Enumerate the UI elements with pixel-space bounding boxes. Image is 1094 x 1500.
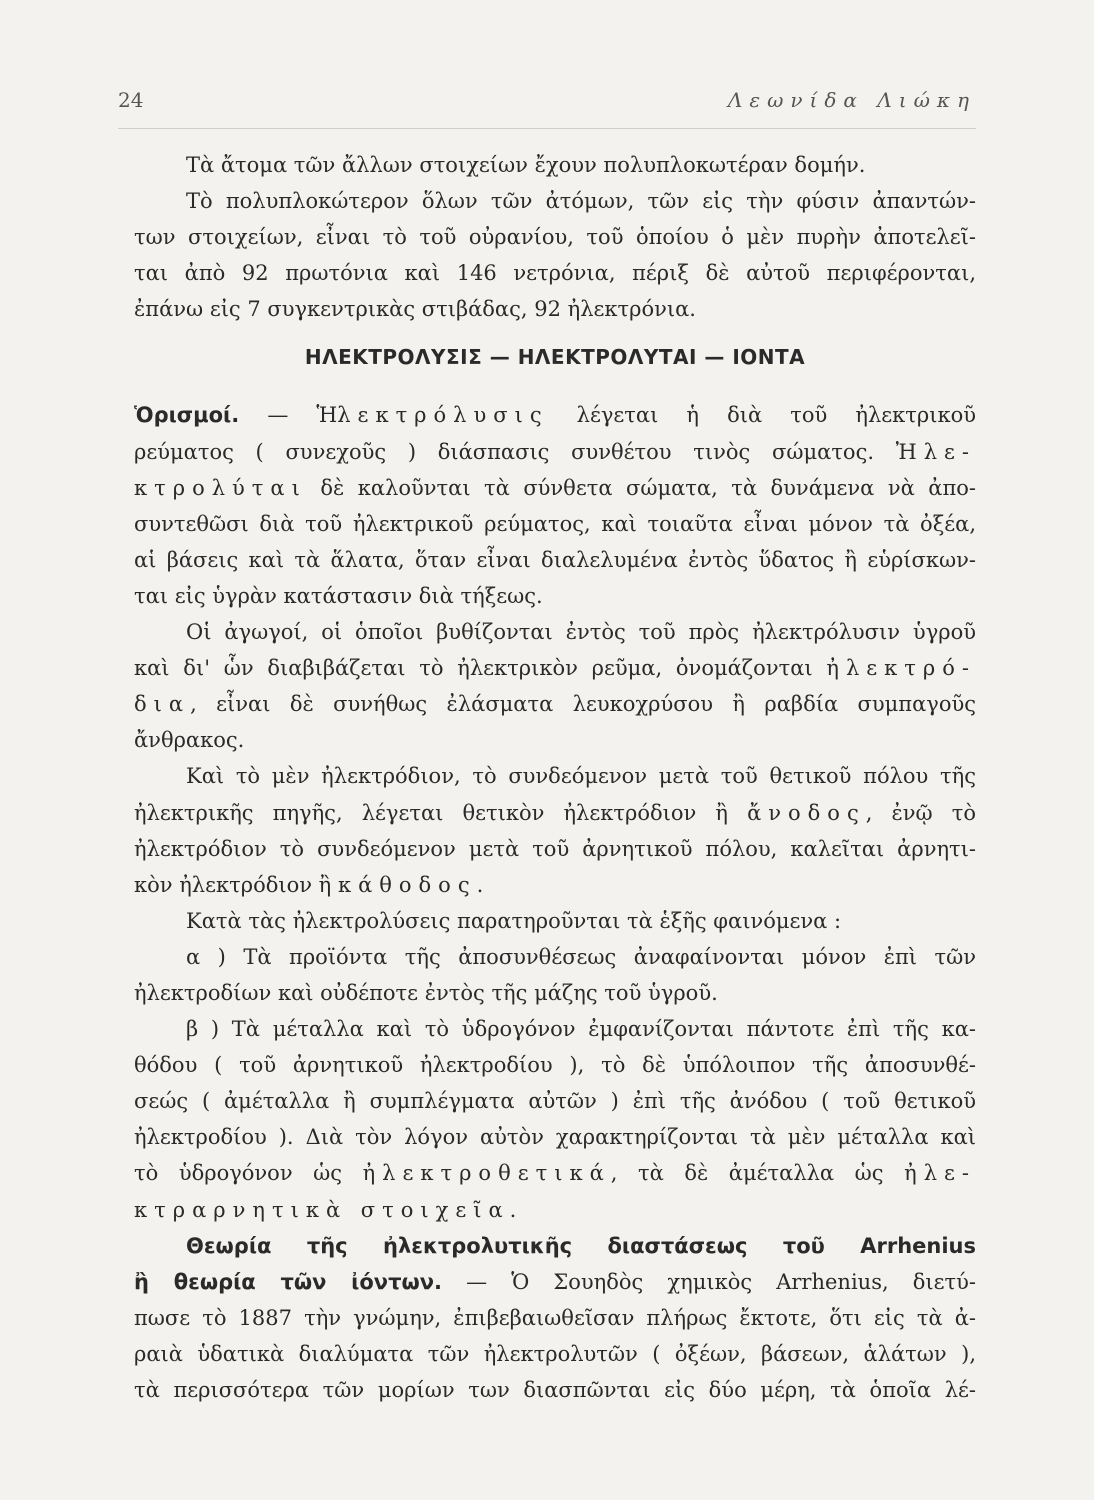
text-line: πωσε τὸ 1887 τὴν γνώμην, ἐπιβεβαιωθεῖσαν πλήρως ἔκτοτε, ὅτι εἰς τὰ ἀ-	[134, 1305, 976, 1330]
text-span: ρεύματος ( συνεχοῦς ) διάσπασις συνθέτου τινὸς σώματος.	[134, 439, 875, 464]
section-heading: ΗΛΕΚΤΡΟΛΥΣΙΣ — ΗΛΕΚΤΡΟΛΥΤΑΙ — ΙΟΝΤΑ	[304, 345, 806, 370]
text-line: Τὰ ἄτομα τῶν ἄλλων στοιχείων ἔχουν πολυπλοκωτέραν δομήν.	[186, 153, 866, 177]
spaced-term: κτραρνητικὰ στοιχεῖα	[134, 1197, 510, 1222]
text-span: καὶ δι' ὧν διαβιβάζεται τὸ ἠλεκτρικὸν ρεῦμα, ὀνομάζονται	[134, 656, 827, 681]
text-span: , ἐνῷ τὸ	[865, 800, 977, 825]
definitions-label: Ὁρισμοί.	[134, 403, 240, 428]
text-line: ἐπάνω εἰς 7 συγκεντρικὰς στιβάδας, 92 ἠλεκτρόνια.	[134, 297, 696, 322]
spaced-term: ἄνοδος	[747, 800, 866, 825]
page-number: 24	[118, 88, 144, 112]
text-line	[134, 686, 976, 722]
text-line	[134, 397, 976, 433]
text-line: θόδου ( τοῦ ἀρνητικοῦ ἠλεκτροδίου ), τὸ δὲ ὑπόλοιπον τῆς ἀποσυνθέ-	[134, 1053, 976, 1078]
header-rule	[118, 128, 976, 129]
text-line	[134, 1264, 976, 1300]
text-span: .	[476, 872, 484, 897]
page-header	[118, 88, 976, 120]
spaced-term: ἠλε-	[904, 1161, 976, 1186]
text-span: τὸ ὑδρογόνον ὡς	[134, 1161, 363, 1186]
text-line	[134, 434, 976, 470]
spaced-term: κτρολύται	[134, 475, 307, 500]
page-body	[134, 147, 976, 1408]
text-line: των στοιχείων, εἶναι τὸ τοῦ οὐρανίου, τοῦ ὁποίου ὁ μὲν πυρὴν ἀποτελεῖ-	[134, 225, 976, 250]
text-line	[134, 1155, 976, 1191]
text-line: ραιὰ ὑδατικὰ διαλύματα τῶν ἠλεκτρολυτῶν ( ὀξέων, βάσεων, ἁλάτων ),	[134, 1341, 976, 1366]
spaced-term: ἠλεκτρό-	[826, 656, 976, 681]
text-line: Θεωρία τῆς ἠλεκτρολυτικῆς διαστάσεως τοῦ Arrhenius	[186, 1233, 976, 1258]
spaced-term: ἠλεκτροθετικά	[362, 1161, 611, 1186]
text-span: — Ἡ	[239, 403, 338, 428]
text-line: Καὶ τὸ μὲν ἠλεκτρόδιον, τὸ συνδεόμενον μετὰ τοῦ θετικοῦ πόλου τῆς	[186, 764, 976, 789]
text-line: α ) Τὰ προϊόντα τῆς ἀποσυνθέσεως ἀναφαίνονται μόνον ἐπὶ τῶν	[186, 944, 976, 969]
text-span: δὲ καλοῦνται τὰ σύνθετα σώματα, τὰ δυνάμενα νὰ ἀπο-	[306, 475, 976, 500]
text-line	[134, 795, 976, 831]
text-line: ἠλεκτρόδιον τὸ συνδεόμενον μετὰ τοῦ ἀρνητικοῦ πόλου, καλεῖται ἀρνητι-	[134, 836, 976, 861]
spaced-term: δια	[134, 692, 191, 717]
running-title: Λεωνίδα Λιώκη	[727, 88, 976, 112]
text-span: — Ὁ Σουηδὸς χημικὸς Arrhenius, διετύ-	[442, 1269, 976, 1294]
spaced-term: λεκτρόλυσις	[337, 403, 549, 428]
text-span: λέγεται ἡ διὰ τοῦ ἠλεκτρικοῦ	[548, 403, 976, 428]
bold-span: ἢ θεωρία τῶν ἰόντων.	[134, 1269, 443, 1294]
text-line: σεώς ( ἀμέταλλα ἢ συμπλέγματα αὐτῶν ) ἐπὶ τῆς ἀνόδου ( τοῦ θετικοῦ	[134, 1089, 976, 1114]
text-line: συντεθῶσι διὰ τοῦ ἠλεκτρικοῦ ρεύματος, καὶ τοιαῦτα εἶναι μόνον τὰ ὀξέα,	[134, 511, 976, 536]
text-line: Κατὰ τὰς ἠλεκτρολύσεις παρατηροῦνται τὰ ἑξῆς φαινόμενα :	[186, 908, 842, 933]
text-span: , τὰ δὲ ἀμέταλλα ὡς	[610, 1161, 905, 1186]
text-line: Οἱ ἀγωγοί, οἱ ὁποῖοι βυθίζονται ἐντὸς τοῦ πρὸς ἠλεκτρόλυσιν ὑγροῦ	[186, 620, 976, 645]
spaced-term: κάθοδος	[337, 872, 477, 897]
text-span: , εἶναι δὲ συνήθως ἐλάσματα λευκοχρύσου ἢ ραβδία συμπαγοῦς	[190, 692, 976, 717]
text-line: Τὸ πολυπλοκώτερον ὅλων τῶν ἀτόμων, τῶν εἰς τὴν φύσιν ἀπαντών-	[186, 189, 976, 214]
text-line: αἱ βάσεις καὶ τὰ ἅλατα, ὅταν εἶναι διαλελυμένα ἐντὸς ὕδατος ἢ εὑρίσκων-	[134, 547, 976, 572]
text-line: τὰ περισσότερα τῶν μορίων των διασπῶνται εἰς δύο μέρη, τὰ ὁποῖα λέ-	[134, 1378, 976, 1402]
text-line: ἄνθρακος.	[134, 728, 245, 753]
text-line	[134, 650, 976, 686]
text-line: ἠλεκτροδίου ). Διὰ τὸν λόγον αὐτὸν χαρακτηρίζονται τὰ μὲν μέταλλα καὶ	[134, 1125, 976, 1150]
text-line: β ) Τὰ μέταλλα καὶ τὸ ὑδρογόνον ἐμφανίζονται πάντοτε ἐπὶ τῆς κα-	[186, 1017, 976, 1042]
text-line: ἠλεκτροδίων καὶ οὐδέποτε ἐντὸς τῆς μάζης τοῦ ὑγροῦ.	[134, 980, 718, 1005]
text-line: ται ἀπὸ 92 πρωτόνια καὶ 146 νετρόνια, πέριξ δὲ αὐτοῦ περιφέρονται,	[134, 261, 976, 286]
text-span: κὸν ἠλεκτρόδιον ἢ	[134, 872, 338, 897]
text-line	[134, 470, 976, 506]
text-line	[134, 867, 976, 903]
spaced-term: Ἠλε-	[895, 439, 976, 464]
text-line	[134, 1192, 976, 1228]
text-span: .	[509, 1197, 517, 1222]
text-line: ται εἰς ὑγρὰν κατάστασιν διὰ τήξεως.	[134, 583, 543, 608]
text-span: ἠλεκτρικῆς πηγῆς, λέγεται θετικὸν ἠλεκτρόδιον ἢ	[134, 800, 748, 825]
